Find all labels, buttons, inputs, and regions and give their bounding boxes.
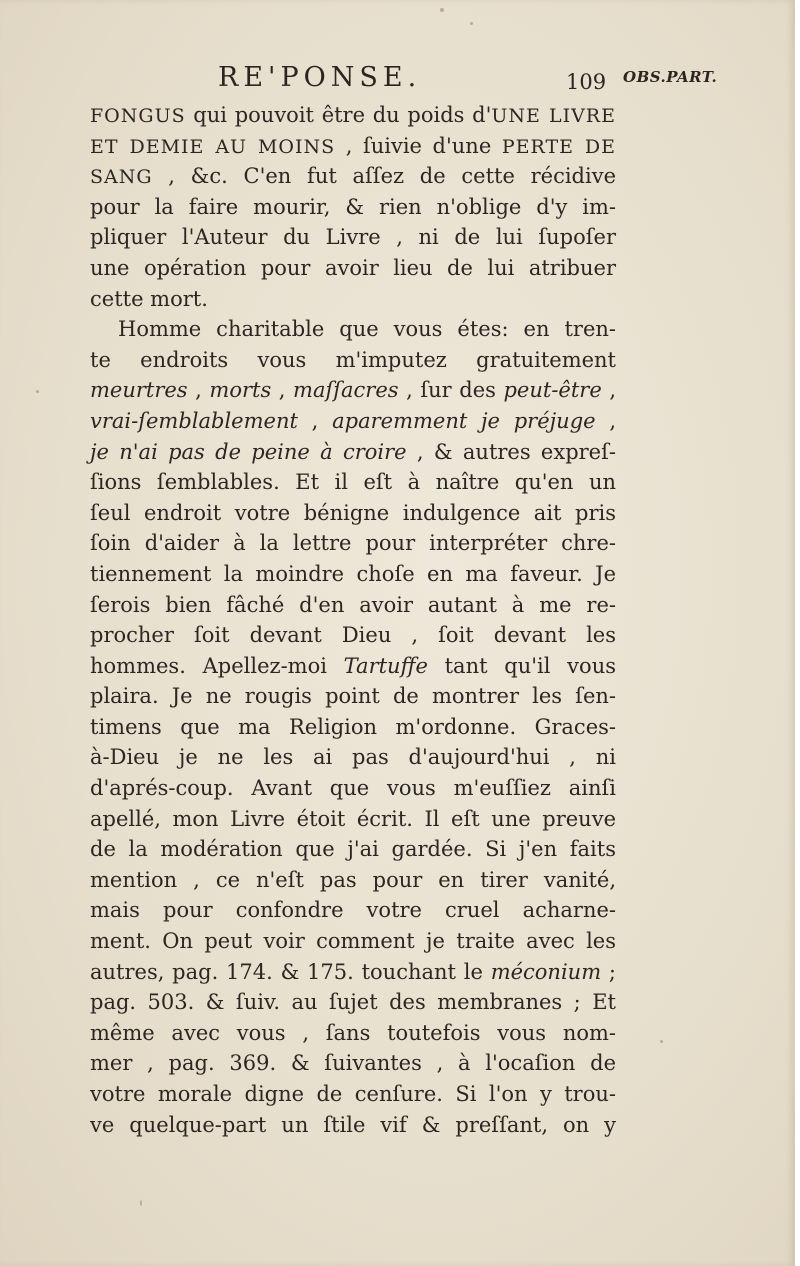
text-segment: cette mort. [90,286,208,311]
text-segment: procher ſoit devant Dieu , ſoit devant les [90,623,616,648]
text-line [90,590,616,621]
text-segment: te endroits vous m'imputez gratuitement [90,347,616,372]
text-line [90,834,616,865]
text-segment: à-Dieu je ne les ai pas d'aujourd'hui , ni [90,745,616,770]
text-line [90,926,616,957]
text-line [90,1110,616,1141]
text-segment: ſeul endroit votre bénigne indulgence ait pris [90,500,616,525]
text-line [90,253,616,284]
text-line [90,131,616,162]
text-line [90,498,616,529]
text-segment: vrai-ſemblablement [90,408,298,433]
text-line [90,100,616,131]
text-segment: apellé, mon Livre étoit écrit. Il eſt une preuve [90,806,616,831]
text-segment: FONGUS [90,105,186,127]
paper-speck [660,1040,663,1043]
text-segment: maſſacres [293,378,399,403]
text-segment: , [187,378,210,403]
text-segment: ſerois bien fâché d'en avoir autant à me re- [90,592,616,617]
text-segment: mais pour confondre votre cruel acharne- [90,898,616,923]
text-segment: pag. 503. & ſuiv. au ſujet des membranes ; Et [90,990,616,1015]
text-segment: mention , ce n'eſt pas pour en tirer vanité, [90,867,616,892]
body-text [90,100,616,1140]
text-segment: meurtres [90,378,188,403]
text-segment: , [595,408,616,433]
text-segment: votre morale digne de cenſure. Si l'on y trou- [90,1082,616,1106]
text-segment: autres, pag. 174. & 175. touchant le [90,959,491,984]
text-segment: d'aprés-coup. Avant que vous m'euſſiez ainſi [90,776,616,801]
paper-speck [36,390,39,393]
text-line [90,681,616,712]
text-segment: qui pouvoit être du poids d' [185,103,492,127]
text-segment: , [297,408,333,433]
text-segment: de la modération que j'ai gardée. Si j'en faits [90,837,616,862]
paper-speck [440,8,444,12]
text-segment: peut-être [503,378,602,403]
text-segment: PERTE DE [501,135,617,158]
text-line [90,345,616,376]
text-segment: pliquer l'Auteur du Livre , ni de lui ſupoſer [90,225,616,250]
text-segment: hommes. Apellez-moi [90,653,344,678]
running-head: RE'PONSE. [218,62,422,93]
text-segment: , &c. C'en fut aſſez de cette récidive [152,164,616,189]
text-segment: méconium [490,959,602,984]
text-line [90,375,616,406]
text-line [90,773,616,804]
text-line [90,437,616,468]
text-segment: UNE LIVRE [491,105,616,127]
text-segment: , ſur des [398,378,504,403]
paper-speck [140,1200,142,1206]
text-line [90,742,616,773]
text-line [90,957,616,988]
text-line [90,651,616,682]
text-line [90,284,616,315]
text-line [90,1018,616,1049]
text-line [90,895,616,926]
text-segment: aparemment je préjuge [332,408,596,433]
text-segment: , & autres expreſ- [406,439,616,464]
text-line [90,528,616,559]
text-segment: SANG [90,166,153,189]
text-line [90,222,616,253]
text-segment: ſoin d'aider à la lettre pour interpréter chre- [90,531,616,556]
text-segment: , [271,378,294,403]
text-segment: , ſuivie d'une [335,133,502,158]
text-segment: tant qu'il vous [427,653,616,678]
text-segment: une opération pour avoir lieu de lui atribuer [90,255,616,280]
text-line [90,804,616,835]
text-line [90,559,616,590]
text-segment: mer , pag. 369. & ſuivantes , à l'ocaſion de [90,1051,616,1076]
text-segment: Tartuffe [343,653,428,678]
margin-note: OBS.PART. [623,68,718,86]
text-line [90,1079,616,1110]
text-line [90,467,616,498]
text-segment: plaira. Je ne rougis point de montrer les ſen- [90,684,616,709]
text-segment: tiennement la moindre choſe en ma faveur. Je [90,561,616,586]
text-segment: pour la faire mourir, & rien n'oblige d'y im- [90,194,616,219]
text-segment: timens que ma Religion m'ordonne. Graces- [90,714,616,739]
paper-speck [470,22,473,25]
text-segment: ve quelque-part un ſtile vif & preſſant, on y [90,1112,616,1137]
text-line [90,712,616,743]
text-segment: Homme charitable que vous étes: en tren- [118,317,616,342]
page-number: 109 [566,70,607,94]
text-segment: , [601,378,616,403]
text-line [90,1048,616,1079]
text-line [90,987,616,1018]
text-line [90,620,616,651]
text-segment: je n'ai pas de peine à croire [90,439,407,464]
text-line [90,865,616,896]
text-line [90,406,616,437]
text-segment: ſions ſemblables. Et il eſt à naître qu'en un [90,470,616,495]
text-segment: ment. On peut voir comment je traite avec les [90,929,616,954]
page-header [0,62,795,102]
text-segment: même avec vous , ſans toutefois vous nom- [90,1020,616,1045]
text-segment: morts [209,378,272,403]
text-segment: ET DEMIE AU MOINS [90,135,336,158]
text-line [90,314,616,345]
text-line [90,161,616,192]
text-line [90,192,616,223]
text-segment: ; [601,959,616,984]
